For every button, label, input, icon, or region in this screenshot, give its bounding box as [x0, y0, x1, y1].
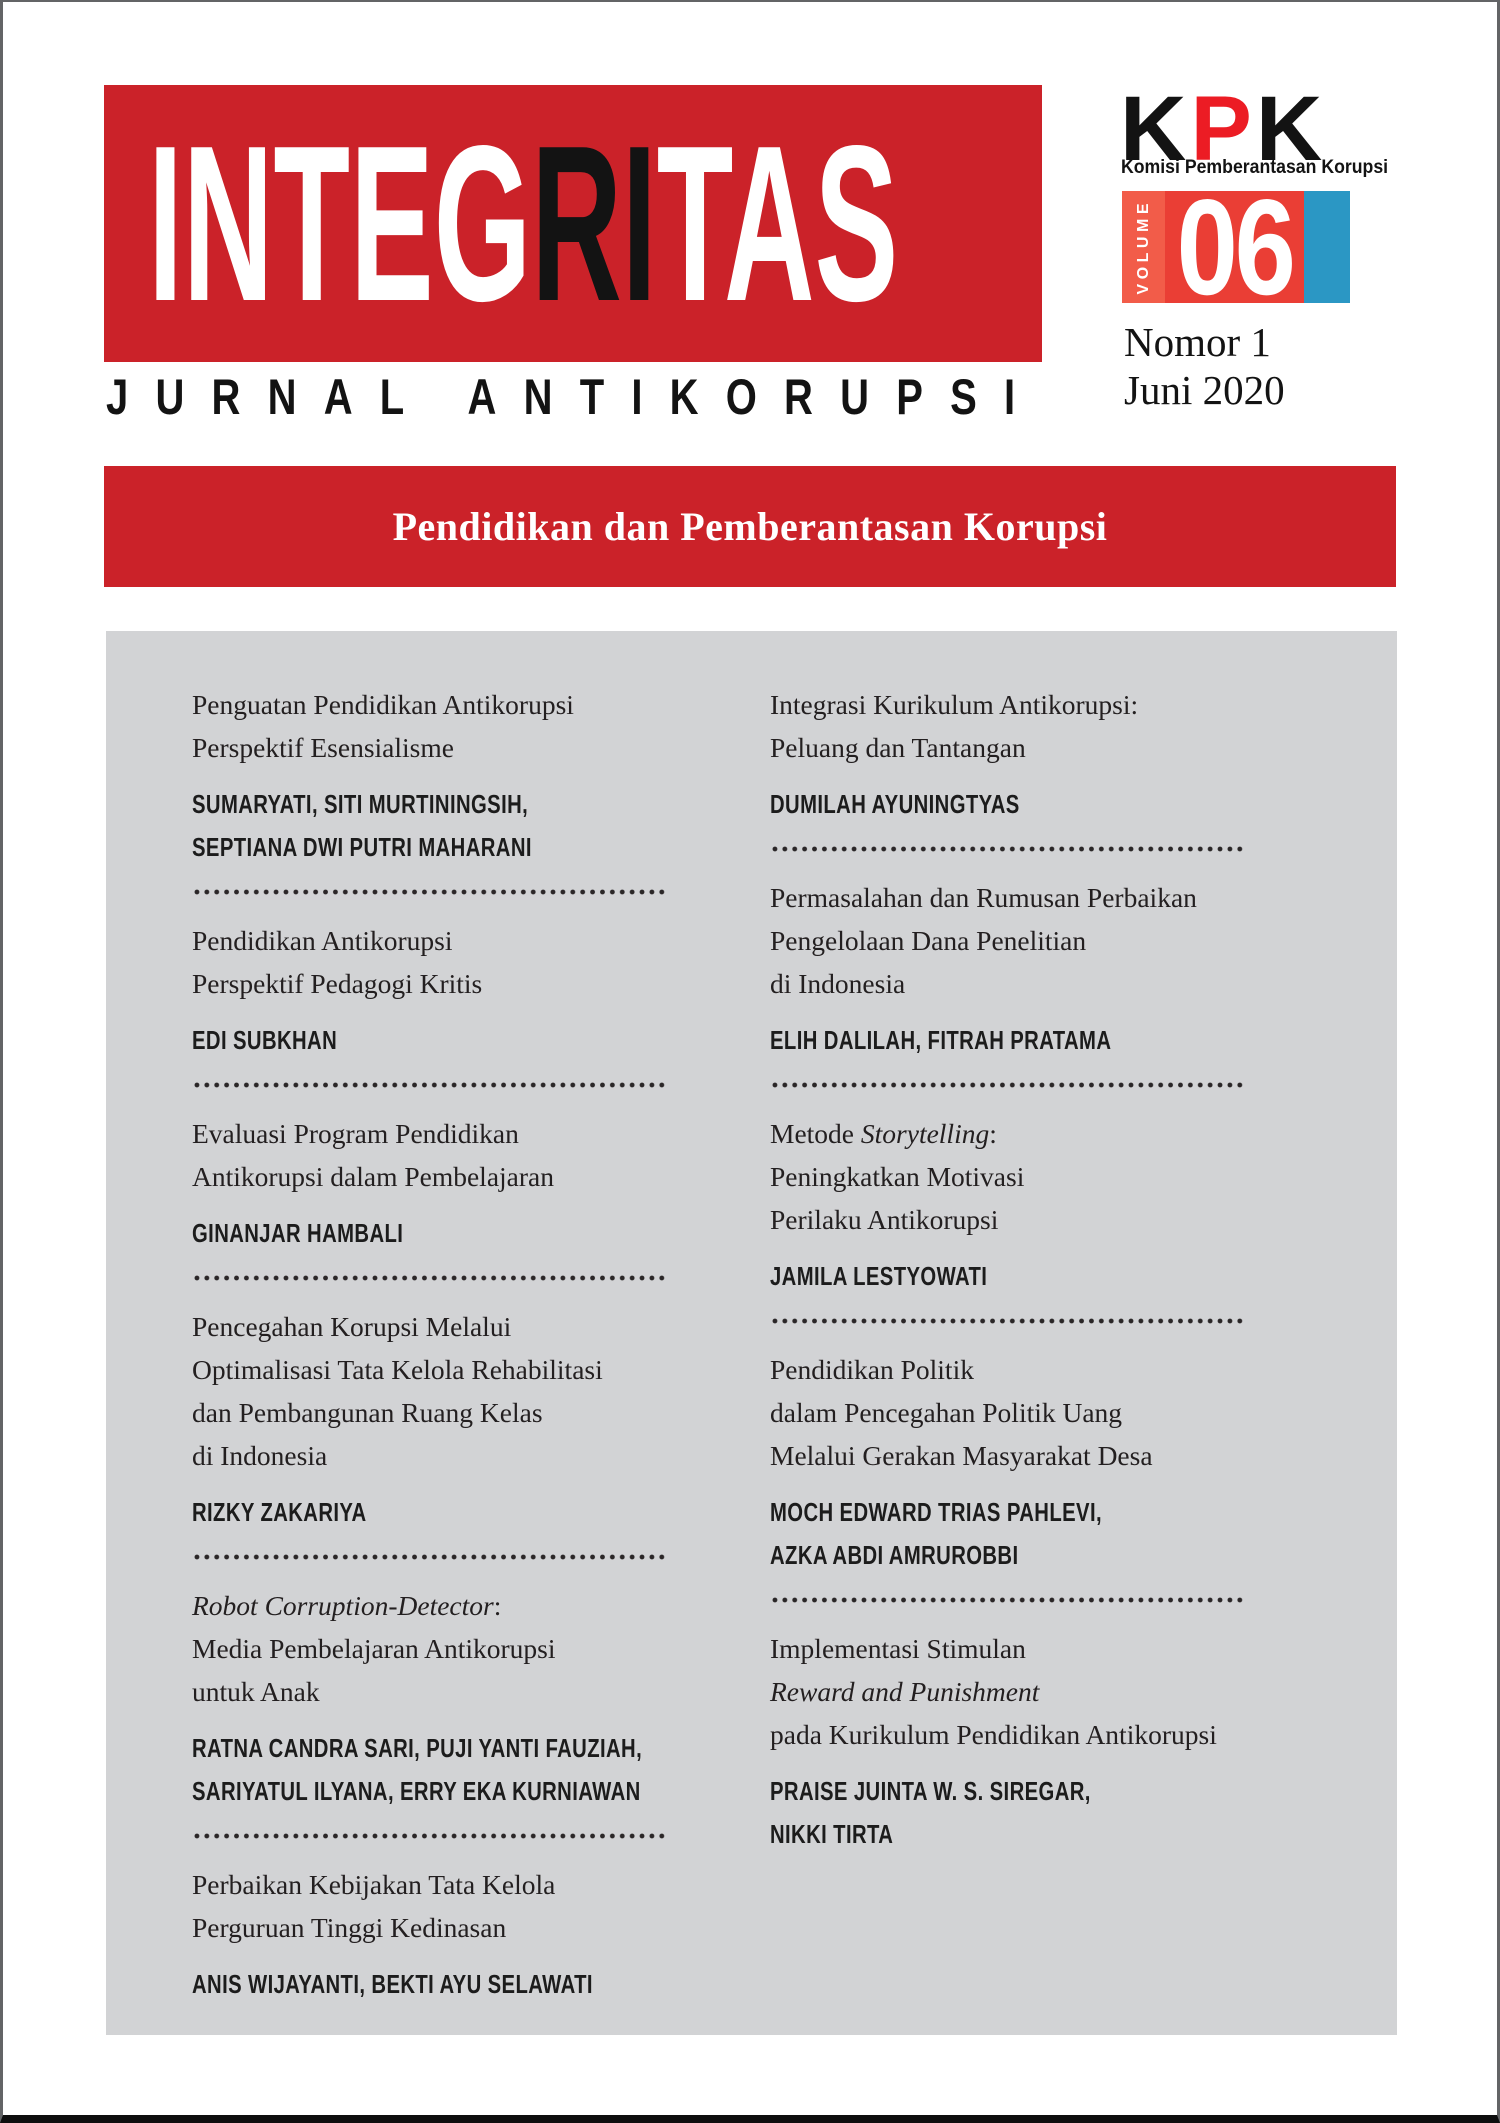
article-authors: [770, 783, 1246, 826]
article-title-line: [192, 1112, 668, 1155]
article-title-line: [192, 1391, 668, 1434]
author-line: ANIS WIJAYANTI, BEKTI AYU SELAWATI: [192, 1969, 593, 1999]
author-line: SUMARYATI, SITI MURTININGSIH,: [192, 789, 529, 819]
article-authors: [770, 1255, 1246, 1298]
article-title-line: [192, 1906, 668, 1949]
dotted-separator: [192, 1082, 668, 1088]
article-authors: [770, 1770, 1246, 1856]
article-title-line: [192, 919, 668, 962]
title-segment: Robot Corruption-Detector: [192, 1590, 494, 1621]
dotted-separator: [770, 1082, 1246, 1088]
toc-entry: [192, 1305, 668, 1560]
article-title-line: [192, 726, 668, 769]
article-title-line: [770, 1434, 1246, 1477]
dotted-separator: [770, 1597, 1246, 1603]
volume-number-panel: [1165, 191, 1304, 303]
article-title-line: [770, 919, 1246, 962]
article-title: [770, 683, 1246, 769]
article-title-line: [192, 1670, 668, 1713]
author-line: SARIYATUL ILYANA, ERRY EKA KURNIAWAN: [192, 1776, 641, 1806]
journal-logo-banner: [104, 85, 1042, 362]
volume-label-strip: [1122, 191, 1165, 303]
issue-date: Juni 2020: [1124, 367, 1285, 413]
title-segment: Peningkatkan Motivasi: [770, 1161, 1025, 1192]
title-segment: dan Pembangunan Ruang Kelas: [192, 1397, 543, 1428]
title-segment: :: [493, 1590, 502, 1621]
journal-title-segment: RI: [531, 99, 657, 348]
article-title-line: [770, 1155, 1246, 1198]
article-title-line: [192, 1863, 668, 1906]
article-title: [770, 1348, 1246, 1477]
title-segment: Reward and Punishment: [770, 1676, 1040, 1707]
article-title: [192, 1112, 668, 1198]
article-title: [770, 876, 1246, 1005]
article-title-line: [770, 962, 1246, 1005]
title-segment: Perilaku Antikorupsi: [770, 1204, 999, 1235]
author-line: AZKA ABDI AMRUROBBI: [770, 1540, 1019, 1570]
theme-title: Pendidikan dan Pemberantasan Korupsi: [392, 504, 1108, 549]
title-segment: Permasalahan dan Rumusan Perbaikan: [770, 882, 1197, 913]
title-segment: Optimalisasi Tata Kelola Rehabilitasi: [192, 1354, 603, 1385]
title-segment: Peluang dan Tantangan: [770, 732, 1026, 763]
journal-title-segment: INTEG: [148, 99, 532, 348]
toc-entry: [192, 919, 668, 1088]
dotted-separator: [770, 846, 1246, 852]
issue-number: Nomor 1: [1124, 319, 1271, 365]
article-title: [770, 1112, 1246, 1241]
title-segment: di Indonesia: [192, 1440, 328, 1471]
author-line: MOCH EDWARD TRIAS PAHLEVI,: [770, 1497, 1102, 1527]
title-segment: Pendidikan Antikorupsi: [192, 925, 453, 956]
article-title: [192, 919, 668, 1005]
title-segment: Perbaikan Kebijakan Tata Kelola: [192, 1869, 556, 1900]
author-line: PRAISE JUINTA W. S. SIREGAR,: [770, 1776, 1091, 1806]
title-segment: Penguatan Pendidikan Antikorupsi: [192, 689, 574, 720]
title-segment: :: [989, 1118, 997, 1149]
article-title-line: [770, 726, 1246, 769]
kpk-logo-caption: Komisi Pemberantasan Korupsi: [1121, 157, 1389, 178]
title-segment: Evaluasi Program Pendidikan: [192, 1118, 519, 1149]
toc-entry: [770, 1112, 1246, 1324]
dotted-separator: [192, 1554, 668, 1560]
article-title-line: [192, 1584, 668, 1627]
article-authors: [192, 783, 668, 869]
article-title-line: [770, 1391, 1246, 1434]
dotted-separator: [192, 1275, 668, 1281]
article-authors: [192, 1212, 668, 1255]
toc-entry: [192, 1112, 668, 1281]
author-line: GINANJAR HAMBALI: [192, 1218, 404, 1248]
article-title-line: [192, 1434, 668, 1477]
dotted-separator: [770, 1318, 1246, 1324]
article-title-line: [192, 683, 668, 726]
author-line: SEPTIANA DWI PUTRI MAHARANI: [192, 832, 532, 862]
title-segment: Perspektif Pedagogi Kritis: [192, 968, 483, 999]
article-title-line: [770, 1198, 1246, 1241]
article-authors: [192, 1019, 668, 1062]
title-segment: Metode: [770, 1118, 861, 1149]
issue-info: [1124, 318, 1285, 414]
title-segment: Antikorupsi dalam Pembelajaran: [192, 1161, 554, 1192]
dotted-separator: [192, 1833, 668, 1839]
title-segment: pada Kurikulum Pendidikan Antikorupsi: [770, 1719, 1217, 1750]
theme-bar: [104, 466, 1396, 587]
toc-column-left: [192, 683, 668, 2035]
article-authors: [192, 1491, 668, 1534]
volume-badge-blue-stripe: [1304, 191, 1350, 303]
article-title-line: [192, 1627, 668, 1670]
toc-entry: [770, 876, 1246, 1088]
title-segment: Pendidikan Politik: [770, 1354, 974, 1385]
journal-subtitle: JURNAL ANTIKORUPSI: [106, 369, 1043, 425]
article-authors: [192, 1963, 668, 2006]
volume-number: 06: [1176, 191, 1293, 303]
author-line: JAMILA LESTYOWATI: [770, 1261, 988, 1291]
author-line: NIKKI TIRTA: [770, 1819, 894, 1849]
toc-entry: [770, 683, 1246, 852]
title-segment: Storytelling: [860, 1118, 990, 1149]
author-line: ELIH DALILAH, FITRAH PRATAMA: [770, 1025, 1112, 1055]
toc-entry: [770, 1348, 1246, 1603]
article-title: [192, 683, 668, 769]
toc-column-right: [770, 683, 1246, 2035]
toc-entry: [192, 1584, 668, 1839]
article-title: [192, 1584, 668, 1713]
toc-entry: [192, 683, 668, 895]
kpk-letter: K: [1120, 78, 1191, 180]
article-title-line: [770, 683, 1246, 726]
title-segment: Perguruan Tinggi Kedinasan: [192, 1912, 507, 1943]
article-title-line: [770, 1670, 1246, 1713]
toc-entry: [192, 1863, 668, 2006]
article-title-line: [770, 1713, 1246, 1756]
article-title-line: [770, 1112, 1246, 1155]
title-segment: untuk Anak: [192, 1676, 320, 1707]
title-segment: Perspektif Esensialisme: [192, 732, 454, 763]
title-segment: Implementasi Stimulan: [770, 1633, 1026, 1664]
title-segment: dalam Pencegahan Politik Uang: [770, 1397, 1123, 1428]
kpk-letter: P: [1190, 78, 1256, 180]
article-title: [770, 1627, 1246, 1756]
article-title-line: [192, 962, 668, 1005]
article-authors: [770, 1019, 1246, 1062]
article-title: [192, 1305, 668, 1477]
article-authors: [770, 1491, 1246, 1577]
volume-badge: [1122, 191, 1350, 303]
article-title-line: [192, 1348, 668, 1391]
title-segment: Pengelolaan Dana Penelitian: [770, 925, 1087, 956]
article-title-line: [192, 1305, 668, 1348]
article-title-line: [770, 876, 1246, 919]
kpk-logo: [1120, 78, 1389, 180]
article-title: [192, 1863, 668, 1949]
article-title-line: [770, 1627, 1246, 1670]
title-segment: Integrasi Kurikulum Antikorupsi:: [770, 689, 1139, 720]
kpk-letter: K: [1255, 78, 1327, 180]
title-segment: di Indonesia: [770, 968, 906, 999]
journal-title: [104, 85, 1042, 362]
dotted-separator: [192, 889, 668, 895]
author-line: DUMILAH AYUNINGTYAS: [770, 789, 1020, 819]
article-title-line: [192, 1155, 668, 1198]
author-line: RIZKY ZAKARIYA: [192, 1497, 367, 1527]
article-title-line: [770, 1348, 1246, 1391]
title-segment: Media Pembelajaran Antikorupsi: [192, 1633, 556, 1664]
author-line: EDI SUBKHAN: [192, 1025, 338, 1055]
volume-label: VOLUME: [1134, 199, 1152, 295]
author-line: RATNA CANDRA SARI, PUJI YANTI FAUZIAH,: [192, 1733, 643, 1763]
table-of-contents: [106, 631, 1397, 2035]
journal-title-segment: TAS: [656, 99, 899, 348]
title-segment: Melalui Gerakan Masyarakat Desa: [770, 1440, 1153, 1471]
journal-title-text: [148, 99, 899, 348]
toc-entry: [770, 1627, 1246, 1856]
title-segment: Pencegahan Korupsi Melalui: [192, 1311, 512, 1342]
article-authors: [192, 1727, 668, 1813]
